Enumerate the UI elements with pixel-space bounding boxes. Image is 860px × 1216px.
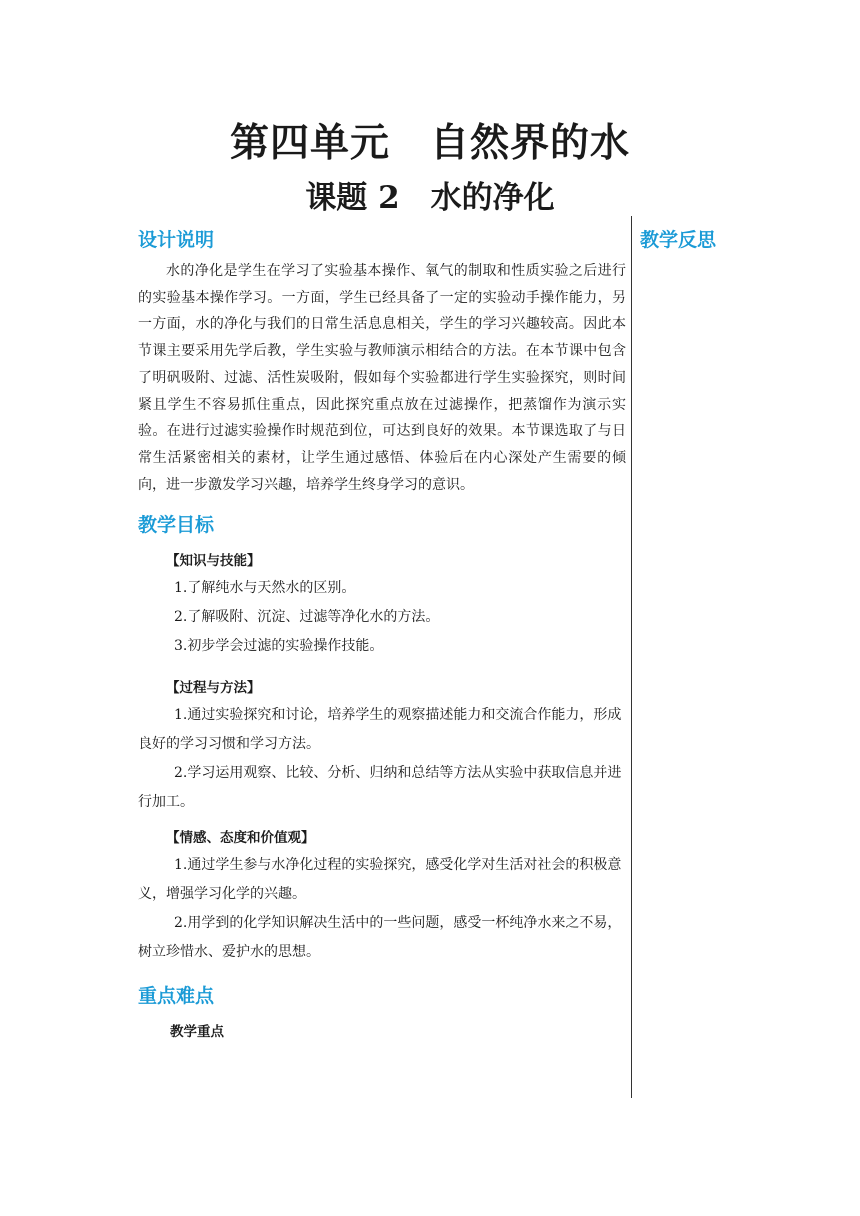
knowledge-item-1: 1.了解纯水与天然水的区别。 [174, 580, 356, 597]
lesson-title: 课题 2 水的净化 [305, 180, 555, 216]
main-column [138, 225, 626, 1045]
objectives-heading: 教学目标 [138, 514, 215, 537]
process-item-1: 1.通过实验探究和讨论，培养学生的观察描述能力和交流合作能力，形成良好的学习习惯和学习方法。 [138, 707, 622, 753]
emotion-heading: 【情感、态度和价值观】 [166, 830, 315, 847]
knowledge-item-2: 2.了解吸附、沉淀、过滤等净化水的方法。 [174, 609, 440, 626]
design-heading: 设计说明 [138, 229, 215, 251]
reflection-column [640, 225, 820, 255]
reflection-heading: 教学反思 [640, 229, 717, 251]
unit-title: 第四单元 自然界的水 [229, 120, 630, 166]
emotion-item-2: 2.用学到的化学知识解决生活中的一些问题，感受一杯纯净水来之不易，树立珍惜水、爱护水的思想。 [138, 915, 622, 961]
knowledge-heading: 【知识与技能】 [166, 553, 261, 570]
keypoints-sub-heading: 教学重点 [170, 1024, 224, 1041]
column-divider [631, 216, 632, 1098]
process-item-2: 2.学习运用观察、比较、分析、归纳和总结等方法从实验中获取信息并进行加工。 [138, 765, 622, 811]
design-paragraph: 水的净化是学生在学习了实验基本操作、氧气的制取和性质实验之后进行的实验基本操作学习。一方面，学生已经具备了一定的实验动手操作能力，另一方面，水的净化与我们的日常生活息息相关，学生的学习兴趣较高。因此本节课主要采用先学后教，学生实验与教师演示相结合的方法。在本节课中包含了明矾吸附、过滤、活性炭吸附，假如每个实验都进行学生实验探究，则时间紧且学生不容易抓住重点，因此探究重点放在过滤操作，把蒸馏作为演示实验。在进行过滤实验操作时规范到位，可达到良好的效果。本节课选取了与日常生活紧密相关的素材，让学生通过感悟、体验后在内心深处产生需要的倾向，进一步激发学习兴趣，培养学生终身学习的意识。 [138, 263, 626, 493]
knowledge-item-3: 3.初步学会过滤的实验操作技能。 [174, 638, 384, 655]
process-heading: 【过程与方法】 [166, 680, 261, 697]
emotion-item-1: 1.通过学生参与水净化过程的实验探究，感受化学对生活对社会的积极意义，增强学习化学的兴趣。 [138, 857, 622, 903]
keypoints-heading: 重点难点 [138, 985, 215, 1008]
